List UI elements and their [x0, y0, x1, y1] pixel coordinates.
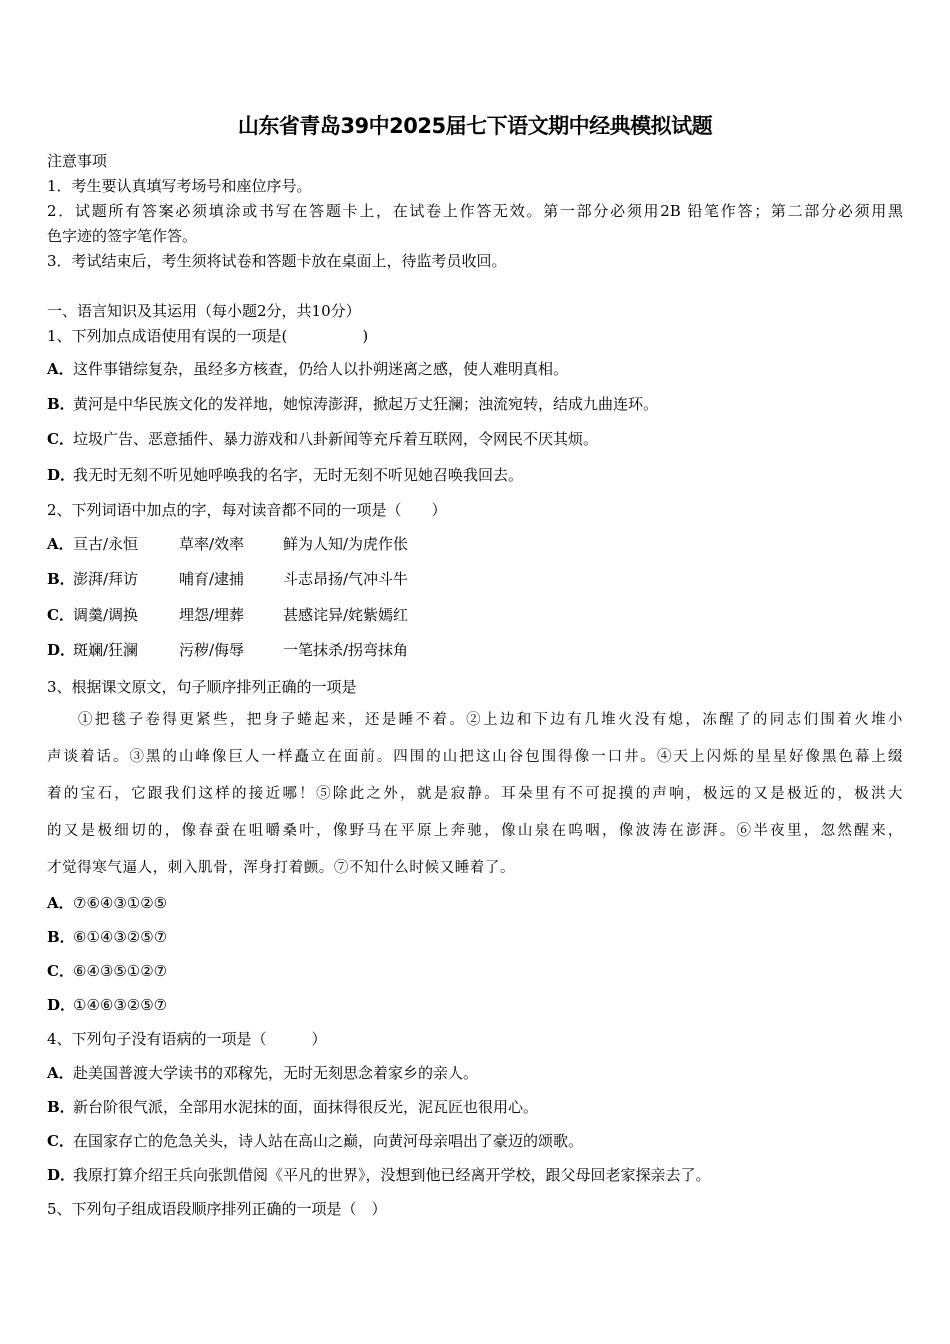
option-pair: 一笔抹杀/拐弯抹角	[283, 641, 409, 659]
option-pair: 斑斓/狂澜	[73, 641, 139, 659]
option-pair: 草率/效率	[179, 535, 245, 553]
option-label: C．	[47, 606, 74, 624]
option-label: B．	[47, 928, 75, 946]
passage-line: 的又是极细切的，像春蚕在咀嚼桑叶，像野马在平原上奔驰，像山泉在呜咽，像波涛在澎湃。⑥半夜里，忽然醒来，	[47, 823, 903, 839]
passage-line: ①把毯子卷得更紧些，把身子蜷起来，还是睡不着。②上边和下边有几堆火没有熄，冻醒了的同志们围着火堆小	[78, 712, 903, 728]
option-text: ⑥①④③②⑤⑦	[73, 928, 168, 946]
option-text: 这件事错综复杂，虽经多方核查，仍给人以扑朔迷离之感，使人难明真相。	[73, 360, 569, 378]
question-3-option-c	[47, 961, 167, 981]
option-label: D．	[47, 641, 76, 659]
page-title: 山东省青岛39中2025届七下语文期中经典模拟试题	[237, 114, 713, 138]
option-pair: 鲜为人知/为虎作伥	[283, 535, 409, 553]
option-label: D．	[47, 996, 76, 1014]
section-heading: 一、语言知识及其运用（每小题2分，共10分）	[47, 302, 361, 320]
option-label: D．	[47, 466, 76, 484]
question-4-stem: 4、下列句子没有语病的一项是（ ）	[47, 1030, 327, 1048]
option-label: B．	[47, 1098, 75, 1116]
question-4-option-c	[47, 1131, 583, 1151]
question-3-option-a	[47, 893, 167, 913]
question-2-stem: 2、下列词语中加点的字，每对读音都不同的一项是（ ）	[47, 501, 447, 519]
option-pair: 甚感诧异/姹紫嫣红	[283, 606, 409, 624]
question-5-stem: 5、下列句子组成语段顺序排列正确的一项是（ ）	[47, 1200, 387, 1218]
option-pair: 埋怨/埋葬	[179, 606, 245, 624]
question-2-option-b	[47, 569, 408, 589]
option-text: 新台阶很气派，全部用水泥抹的面，面抹得很反光，泥瓦匠也很用心。	[73, 1098, 539, 1116]
question-2-option-a	[47, 534, 408, 554]
option-text: ①④⑥③②⑤⑦	[73, 996, 168, 1014]
notice-line: 3．考试结束后，考生须将试卷和答题卡放在桌面上，待监考员收回。	[47, 252, 507, 270]
option-text: 垃圾广告、恶意插件、暴力游戏和八卦新闻等充斥着互联网，令网民不厌其烦。	[73, 430, 599, 448]
question-3-option-b	[47, 927, 167, 947]
option-label: C．	[47, 1132, 74, 1150]
question-4-option-d	[47, 1165, 711, 1185]
option-pair: 哺育/逮捕	[179, 570, 245, 588]
option-label: A．	[47, 894, 74, 912]
option-label: C．	[47, 962, 74, 980]
option-label: B．	[47, 395, 75, 413]
question-1-option-d	[47, 465, 523, 485]
option-text: 我无时无刻不听见她呼唤我的名字，无时无刻不听见她召唤我回去。	[73, 466, 524, 484]
question-3-stem: 3、根据课文原文，句子顺序排列正确的一项是	[47, 678, 357, 696]
option-label: A．	[47, 1064, 74, 1082]
option-label: B．	[47, 570, 75, 588]
question-1-option-c	[47, 429, 598, 449]
option-text: ⑦⑥④③①②⑤	[73, 894, 168, 912]
question-3-option-d	[47, 995, 167, 1015]
option-label: A．	[47, 535, 74, 553]
option-pair: 斗志昂扬/气冲斗牛	[283, 570, 409, 588]
notice-line: 色字迹的签字笔作答。	[47, 227, 198, 245]
notice-line: 2．试题所有答案必须填涂或书写在答题卡上，在试卷上作答无效。第一部分必须用2B 铅笔作答；第二部分必须用黑	[47, 202, 903, 220]
option-text: 在国家存亡的危急关头，诗人站在高山之巅，向黄河母亲唱出了豪迈的颂歌。	[73, 1132, 584, 1150]
question-4-option-b	[47, 1097, 538, 1117]
question-2-option-c	[47, 605, 408, 625]
notice-line: 1．考生要认真填写考场号和座位序号。	[47, 177, 312, 195]
passage-line: 声谈着话。③黑的山峰像巨人一样矗立在面前。四围的山把这山谷包围得像一口井。④天上闪烁的星星好像黑色幕上缀	[47, 749, 903, 765]
question-1-option-b	[47, 394, 658, 414]
option-label: A．	[47, 360, 74, 378]
option-text: 赴美国普渡大学读书的邓稼先，无时无刻思念着家乡的亲人。	[73, 1064, 479, 1082]
option-text: 我原打算介绍王兵向张凯借阅《平凡的世界》，没想到他已经离开学校，跟父母回老家探亲去了。	[73, 1166, 711, 1184]
option-pair: 澎湃/拜访	[73, 570, 139, 588]
option-label: C．	[47, 430, 74, 448]
question-1-stem: 1、下列加点成语使用有误的一项是( )	[47, 327, 369, 345]
question-4-option-a	[47, 1063, 478, 1083]
question-1-option-a	[47, 359, 568, 379]
passage-line: 着的宝石，它跟我们这样的接近哪！⑤除此之外，就是寂静。耳朵里有不可捉摸的声响，极远的又是极近的，极洪大	[47, 786, 903, 802]
option-label: D．	[47, 1166, 76, 1184]
passage-line: 才觉得寒气逼人，刺入肌骨，浑身打着颤。⑦不知什么时候又睡着了。	[47, 860, 516, 876]
option-text: 黄河是中华民族文化的发祥地，她惊涛澎湃，掀起万丈狂澜；浊流宛转，结成九曲连环。	[73, 395, 659, 413]
option-pair: 调羹/调换	[73, 606, 139, 624]
option-pair: 亘古/永恒	[73, 535, 139, 553]
notice-heading: 注意事项	[47, 152, 108, 170]
question-2-option-d	[47, 640, 408, 660]
option-pair: 污秽/侮辱	[179, 641, 245, 659]
option-text: ⑥④③⑤①②⑦	[73, 962, 168, 980]
